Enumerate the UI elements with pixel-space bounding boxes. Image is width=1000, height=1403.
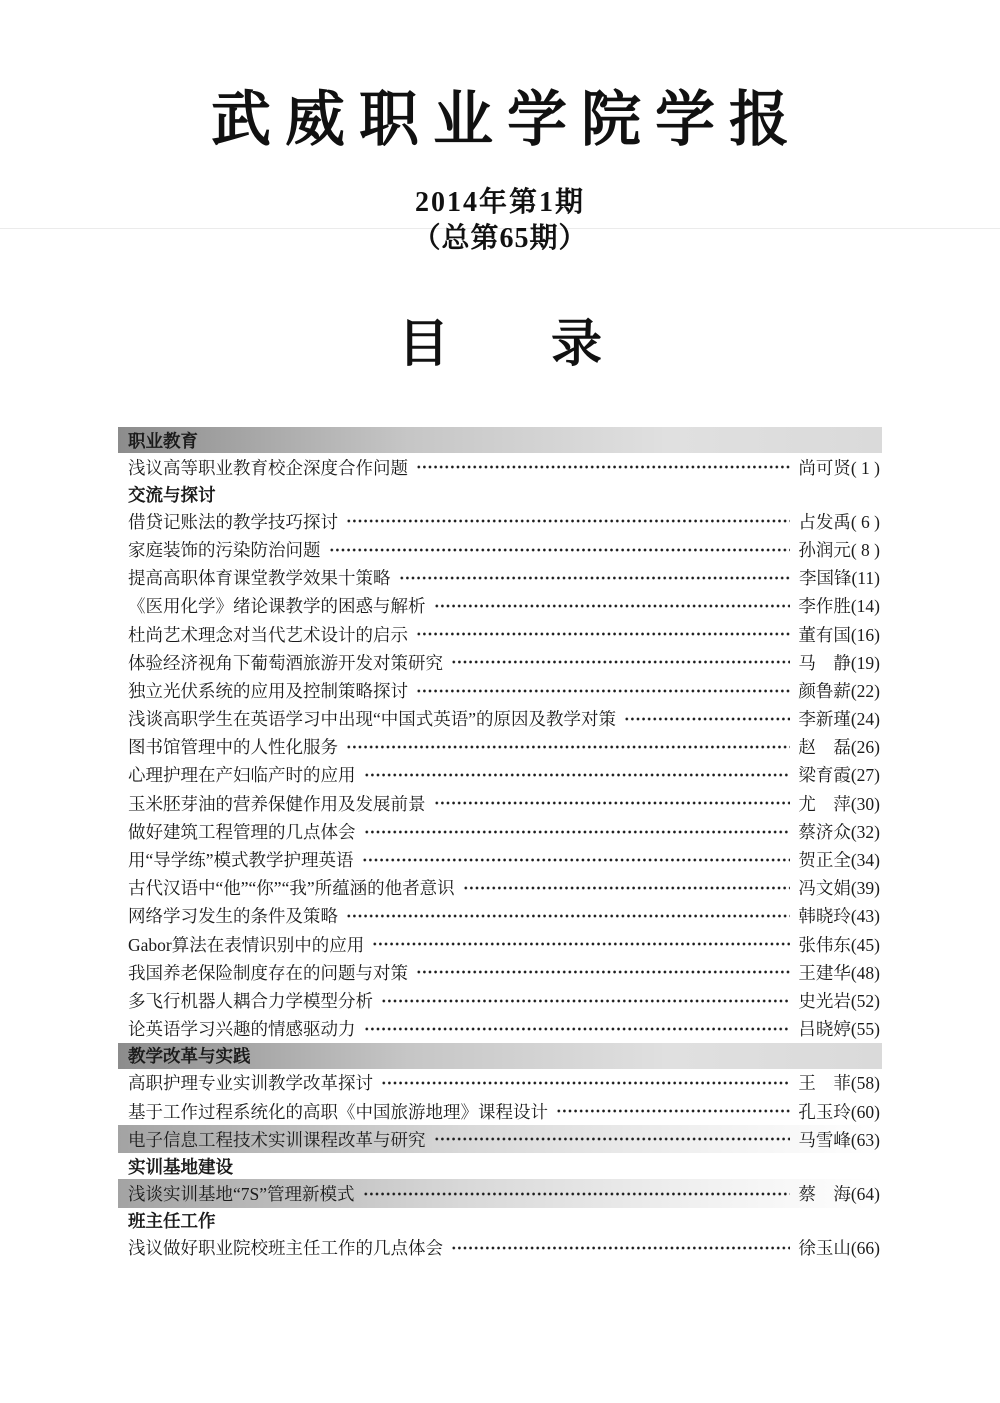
section-label: 教学改革与实践 xyxy=(128,1046,251,1067)
entry-author-page xyxy=(798,791,880,816)
section-label: 班主任工作 xyxy=(128,1211,216,1231)
entry-title: 用“导学练”模式教学护理英语 xyxy=(128,850,354,871)
dot-leader xyxy=(463,874,791,902)
entry-title: 心理护理在产妇临产时的应用 xyxy=(128,765,356,786)
entry-author-page xyxy=(798,1181,880,1206)
dot-leader xyxy=(624,705,790,733)
entry-title: 杜尚艺术理念对当代艺术设计的启示 xyxy=(128,624,408,645)
entry-author: 李国锋 xyxy=(798,568,852,589)
entry-author: 马 静 xyxy=(798,652,851,673)
entry-author: 孔玉玲 xyxy=(798,1101,851,1122)
entry-page-number: (27) xyxy=(850,765,880,786)
entry-title: 浅议高等职业教育校企深度合作问题 xyxy=(128,457,408,478)
dot-leader xyxy=(346,733,790,761)
toc-entry-row xyxy=(118,507,882,535)
section-header xyxy=(118,427,882,453)
entry-title: 独立光伏系统的应用及控制策略探讨 xyxy=(128,680,408,701)
entry-page-number: (14) xyxy=(850,596,880,617)
entry-page-number: (45) xyxy=(850,934,880,955)
entry-title: 高职护理专业实训教学改革探讨 xyxy=(128,1073,373,1094)
entry-author-page xyxy=(798,988,880,1013)
section-header xyxy=(118,1208,882,1234)
entry-page-number: (60) xyxy=(850,1101,880,1122)
entry-author: 占发禹 xyxy=(798,511,851,532)
entry-title: 玉米胚芽油的营养保健作用及发展前景 xyxy=(128,793,426,814)
section-header xyxy=(118,481,882,507)
toc-entry-row xyxy=(118,1179,882,1207)
dot-leader xyxy=(434,592,791,620)
dot-leader xyxy=(362,845,791,873)
toc-entry-row xyxy=(118,620,882,648)
toc-entry-row xyxy=(118,1097,882,1125)
toc-entry-row xyxy=(118,535,882,563)
entry-author-page xyxy=(798,875,880,900)
journal-title: 武威职业学院学报 xyxy=(211,87,803,153)
cumulative-issue-number: （总第65期） xyxy=(412,223,588,254)
entry-page-number: (64) xyxy=(850,1183,880,1204)
entry-page-number: (43) xyxy=(850,906,880,927)
toc-entry-row xyxy=(118,1015,882,1043)
dot-leader xyxy=(364,817,791,845)
toc-entry-row xyxy=(118,986,882,1014)
entry-page-number: ( 6 ) xyxy=(850,511,880,532)
entry-author: 颜鲁薪 xyxy=(798,680,851,701)
dot-leader xyxy=(372,930,790,958)
entry-page-number: (26) xyxy=(850,737,880,758)
entry-title: 浅议做好职业院校班主任工作的几点体会 xyxy=(128,1238,443,1259)
entry-title: 电子信息工程技术实训课程改革与研究 xyxy=(128,1129,426,1150)
entry-author: 吕晓婷 xyxy=(798,1019,851,1040)
entry-page-number: (58) xyxy=(850,1073,880,1094)
entry-author-page xyxy=(798,593,880,618)
entry-title: 论英语学习兴趣的情感驱动力 xyxy=(128,1019,356,1040)
section-label: 职业教育 xyxy=(128,430,198,451)
toc-entry-row xyxy=(118,817,882,845)
entry-author-page xyxy=(798,960,880,985)
entry-author-page xyxy=(798,932,880,957)
section-label: 实训基地建设 xyxy=(128,1156,233,1177)
section-header xyxy=(118,1043,882,1069)
toc-entry-row xyxy=(118,761,882,789)
entry-author-page xyxy=(798,706,880,731)
entry-title: 多飞行机器人耦合力学模型分析 xyxy=(128,990,373,1011)
entry-title: 古代汉语中“他”“你”“我”所蕴涵的他者意识 xyxy=(128,878,455,899)
dot-leader xyxy=(451,648,790,676)
entry-title: 图书馆管理中的人性化服务 xyxy=(128,737,338,758)
entry-author-page xyxy=(798,1127,880,1152)
entry-author-page xyxy=(799,565,880,590)
dot-leader xyxy=(381,986,790,1014)
entry-page-number: ( 8 ) xyxy=(850,539,880,560)
entry-author-page xyxy=(798,1016,880,1041)
toc-list xyxy=(118,427,882,1262)
dot-leader xyxy=(556,1097,790,1125)
entry-author: 尚可贤 xyxy=(798,457,851,478)
entry-author: 梁育霞 xyxy=(798,765,851,786)
entry-author: 蔡 海 xyxy=(798,1183,851,1204)
dot-leader xyxy=(381,1069,790,1097)
entry-author-page xyxy=(798,650,880,675)
toc-entry-row xyxy=(118,958,882,986)
entry-author-page xyxy=(798,537,880,562)
entry-author: 李作胜 xyxy=(798,596,851,617)
dot-leader xyxy=(346,902,790,930)
entry-page-number: (63) xyxy=(850,1129,880,1150)
entry-author: 王 菲 xyxy=(798,1073,851,1094)
toc-entry-row xyxy=(118,705,882,733)
entry-page-number: (52) xyxy=(850,990,880,1011)
entry-author-page xyxy=(798,678,880,703)
dot-leader xyxy=(416,676,790,704)
toc-entry-row xyxy=(118,902,882,930)
dot-leader xyxy=(329,535,791,563)
entry-author-page xyxy=(798,762,880,787)
entry-title: Gabor算法在表情识别中的应用 xyxy=(128,934,365,955)
entry-author-page xyxy=(798,903,880,928)
entry-author: 徐玉山 xyxy=(798,1238,851,1259)
entry-author: 史光岩 xyxy=(798,990,851,1011)
toc-entry-row xyxy=(118,648,882,676)
section-header xyxy=(118,1153,882,1179)
entry-title: 《医用化学》绪论课教学的困惑与解析 xyxy=(128,596,426,617)
entry-author: 马雪峰 xyxy=(798,1129,851,1150)
toc-entry-row xyxy=(118,1125,882,1153)
entry-page-number: (48) xyxy=(850,962,880,983)
entry-author: 王建华 xyxy=(798,962,851,983)
dot-leader xyxy=(399,564,791,592)
entry-author-page xyxy=(798,455,880,480)
dot-leader xyxy=(346,507,790,535)
entry-page-number: ( 1 ) xyxy=(850,457,880,478)
entry-author-page xyxy=(798,1235,880,1260)
entry-author-page xyxy=(798,509,880,534)
entry-page-number: (30) xyxy=(850,793,880,814)
entry-title: 提高高职体育课堂教学效果十策略 xyxy=(128,568,391,589)
entry-page-number: (19) xyxy=(850,652,880,673)
entry-title: 基于工作过程系统化的高职《中国旅游地理》课程设计 xyxy=(128,1101,548,1122)
entry-page-number: (34) xyxy=(850,850,880,871)
entry-author: 韩晓玲 xyxy=(798,906,851,927)
section-label: 交流与探讨 xyxy=(128,484,216,505)
toc-entry-row xyxy=(118,845,882,873)
entry-title: 体验经济视角下葡萄酒旅游开发对策研究 xyxy=(128,652,443,673)
entry-title: 浅谈实训基地“7S”管理新模式 xyxy=(128,1183,355,1204)
issue-number: 2014年第1期 xyxy=(414,187,585,218)
entry-page-number: (39) xyxy=(850,878,880,899)
entry-title: 浅谈高职学生在英语学习中出现“中国式英语”的原因及教学对策 xyxy=(128,709,617,730)
toc-entry-row xyxy=(118,1234,882,1262)
toc-entry-row xyxy=(118,789,882,817)
entry-author: 孙润元 xyxy=(798,539,851,560)
dot-leader xyxy=(364,1015,791,1043)
entry-author-page xyxy=(798,819,880,844)
toc-entry-row xyxy=(118,564,882,592)
dot-leader xyxy=(416,620,790,648)
entry-author-page xyxy=(798,622,880,647)
entry-title: 我国养老保险制度存在的问题与对策 xyxy=(128,962,408,983)
entry-author: 赵 磊 xyxy=(798,737,851,758)
toc-entry-row xyxy=(118,930,882,958)
toc-entry-row xyxy=(118,592,882,620)
dot-leader xyxy=(363,1179,791,1207)
entry-author: 张伟东 xyxy=(798,934,851,955)
entry-page-number: (11) xyxy=(851,568,880,589)
entry-page-number: (66) xyxy=(850,1238,880,1259)
entry-author: 尤 萍 xyxy=(798,793,851,814)
toc-entry-row xyxy=(118,874,882,902)
entry-author-page xyxy=(798,847,880,872)
dot-leader xyxy=(416,453,790,481)
dot-leader xyxy=(451,1234,790,1262)
dot-leader xyxy=(416,958,790,986)
entry-page-number: (22) xyxy=(850,680,880,701)
toc-entry-row xyxy=(118,733,882,761)
toc-title: 目 录 xyxy=(397,317,602,373)
dot-leader xyxy=(434,1125,791,1153)
entry-page-number: (55) xyxy=(850,1019,880,1040)
entry-title: 家庭装饰的污染防治问题 xyxy=(128,539,321,560)
dot-leader xyxy=(434,789,791,817)
entry-title: 借贷记账法的教学技巧探讨 xyxy=(128,511,338,532)
entry-title: 网络学习发生的条件及策略 xyxy=(128,906,338,927)
dot-leader xyxy=(364,761,791,789)
toc-entry-row xyxy=(118,676,882,704)
toc-entry-row xyxy=(118,1069,882,1097)
toc-entry-row xyxy=(118,453,882,481)
entry-author: 董有国 xyxy=(798,624,851,645)
entry-author: 冯文娟 xyxy=(798,878,851,899)
entry-author-page xyxy=(798,1099,880,1124)
entry-title: 做好建筑工程管理的几点体会 xyxy=(128,821,356,842)
entry-author: 蔡济众 xyxy=(798,821,851,842)
entry-author-page xyxy=(798,734,880,759)
entry-author-page xyxy=(798,1070,880,1095)
entry-page-number: (32) xyxy=(850,821,880,842)
entry-page-number: (16) xyxy=(850,624,880,645)
entry-author: 李新瑾 xyxy=(798,709,851,730)
entry-author: 贺正全 xyxy=(798,850,851,871)
entry-page-number: (24) xyxy=(850,709,880,730)
